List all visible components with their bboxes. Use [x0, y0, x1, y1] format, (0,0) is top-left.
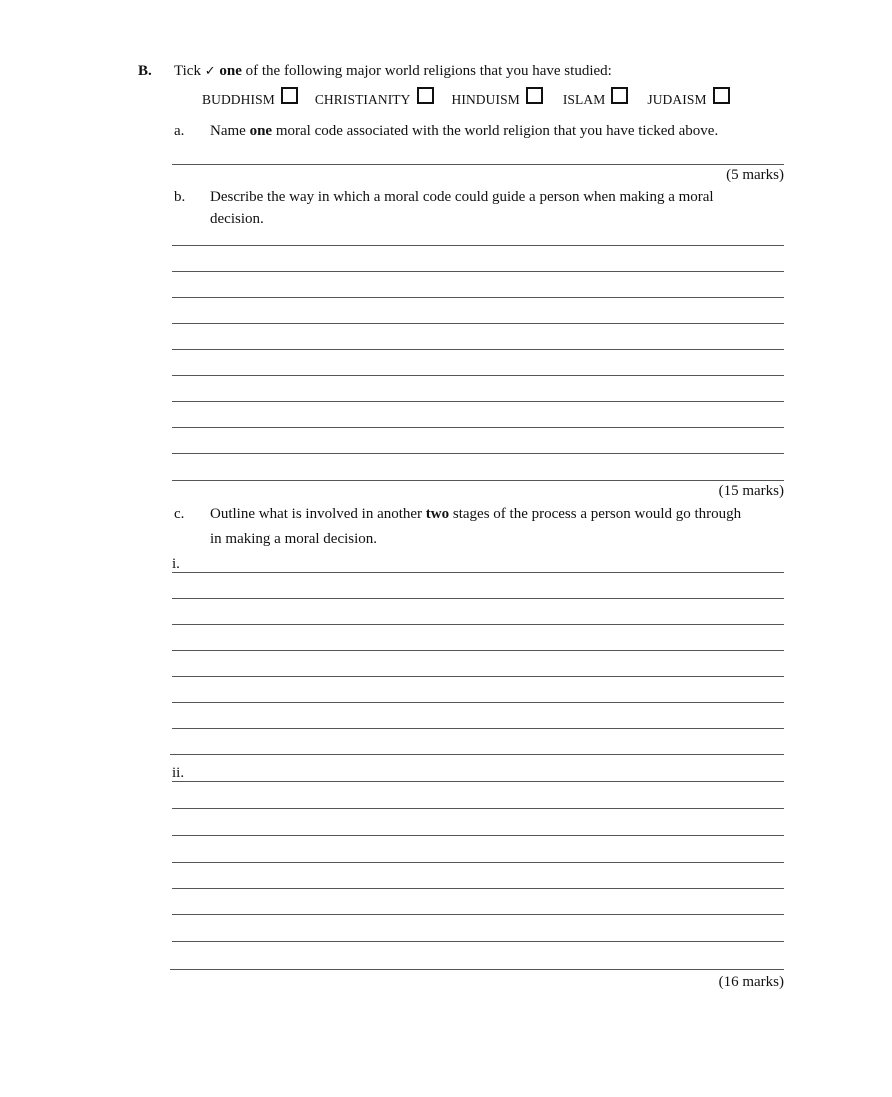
- option-buddhism: [202, 87, 298, 108]
- option-label: HINDUISM: [451, 92, 520, 107]
- answer-line-c-i[interactable]: [172, 624, 784, 625]
- answer-line-c-i[interactable]: [170, 754, 784, 755]
- answer-line-b[interactable]: [172, 427, 784, 428]
- answer-line-c-ii[interactable]: [172, 835, 784, 836]
- answer-line-c-i[interactable]: [172, 572, 784, 573]
- question-a-marks: (5 marks): [726, 167, 784, 183]
- answer-line-c-ii[interactable]: [172, 941, 784, 942]
- answer-line-c-i[interactable]: [172, 650, 784, 651]
- answer-line-c-ii[interactable]: [172, 781, 784, 782]
- answer-line-a[interactable]: [172, 164, 784, 165]
- answer-line-b[interactable]: [172, 245, 784, 246]
- question-a-bold: one: [249, 123, 273, 139]
- answer-line-b[interactable]: [172, 323, 784, 324]
- question-b-marks: (15 marks): [718, 483, 784, 499]
- question-c-post: stages of the process a person would go through: [452, 506, 742, 522]
- question-c-letter: c.: [174, 506, 185, 522]
- question-c-marks: (16 marks): [718, 974, 784, 990]
- answer-line-b[interactable]: [172, 297, 784, 298]
- option-label: BUDDHISM: [202, 92, 275, 107]
- option-hinduism: [452, 87, 543, 108]
- answer-line-c-ii[interactable]: [170, 969, 784, 970]
- option-christianity: [315, 87, 434, 108]
- option-label: ISLAM: [562, 92, 606, 107]
- answer-line-c-i[interactable]: [172, 676, 784, 677]
- question-c-line2: in making a moral decision.: [210, 531, 378, 547]
- question-b-letter: b.: [174, 189, 186, 205]
- tick-box-islam[interactable]: [611, 87, 628, 104]
- option-label: CHRISTIANITY: [314, 92, 411, 107]
- question-a-post: moral code associated with the world religion that you have ticked above.: [275, 123, 719, 139]
- answer-line-b[interactable]: [172, 375, 784, 376]
- answer-line-c-ii[interactable]: [172, 914, 784, 915]
- option-label: JUDAISM: [647, 92, 707, 107]
- tick-box-buddhism[interactable]: [281, 87, 298, 104]
- answer-line-c-ii[interactable]: [172, 888, 784, 889]
- tick-box-judaism[interactable]: [713, 87, 730, 104]
- answer-line-b[interactable]: [172, 401, 784, 402]
- question-a-letter: a.: [174, 123, 185, 139]
- section-letter: B.: [138, 63, 152, 79]
- answer-line-b[interactable]: [172, 453, 784, 454]
- answer-line-c-i[interactable]: [172, 598, 784, 599]
- tick-box-hinduism[interactable]: [526, 87, 543, 104]
- answer-line-c-i[interactable]: [172, 702, 784, 703]
- option-judaism: [647, 87, 729, 108]
- section-instruction: [174, 62, 612, 81]
- instruction-bold: one: [219, 63, 242, 79]
- option-islam: [563, 87, 629, 108]
- religion-options: [202, 86, 747, 108]
- answer-line-c-ii[interactable]: [172, 862, 784, 863]
- question-c-bold: two: [425, 506, 450, 522]
- answer-line-c-ii[interactable]: [172, 808, 784, 809]
- answer-line-b[interactable]: [172, 349, 784, 350]
- answer-line-c-i[interactable]: [172, 728, 784, 729]
- question-c-line1: [210, 505, 741, 523]
- check-glyph: ✓: [204, 64, 216, 79]
- question-b-line2: decision.: [210, 211, 264, 227]
- instruction-post: of the following major world religions that you have studied:: [245, 63, 612, 79]
- question-c-pre: Outline what is involved in another: [210, 506, 423, 522]
- answer-line-b[interactable]: [172, 271, 784, 272]
- answer-line-b[interactable]: [172, 480, 784, 481]
- question-a-text: [210, 122, 718, 140]
- part-i-label: i.: [172, 556, 180, 572]
- question-a-pre: Name: [210, 123, 246, 139]
- part-ii-label: ii.: [172, 765, 185, 781]
- question-b-line1: Describe the way in which a moral code could guide a person when making a moral: [210, 189, 714, 205]
- tick-box-christianity[interactable]: [417, 87, 434, 104]
- instruction-pre: Tick: [174, 63, 201, 79]
